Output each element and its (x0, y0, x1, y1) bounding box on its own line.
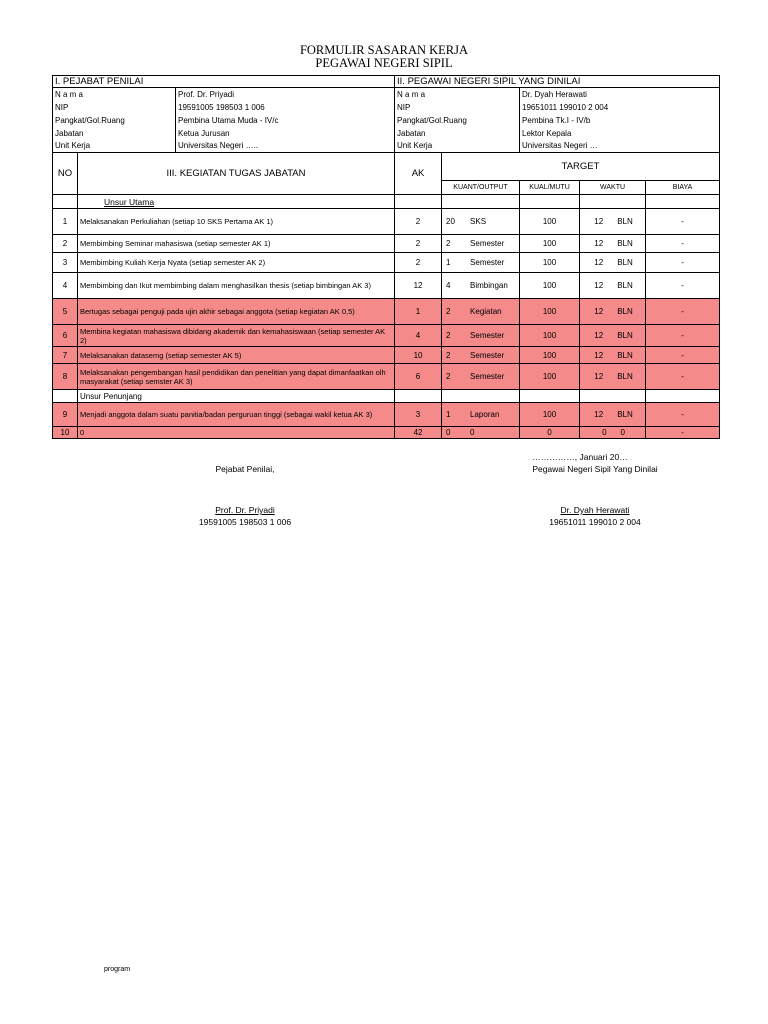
row-kegiatan: Membimbing Kuliah Kerja Nyata (setiap semester AK 2) (78, 253, 395, 273)
left-role: Pejabat Penilai, (215, 464, 275, 474)
activity-row (53, 253, 720, 273)
row-waktu-unit: BLN (617, 331, 633, 340)
row-biaya: - (646, 403, 720, 427)
identity-row (53, 101, 720, 114)
row-waktu-unit: BLN (617, 350, 633, 360)
row-kuant-number: 1 (446, 258, 451, 267)
row-biaya: - (646, 235, 720, 253)
dinilai-value: Lektor Kepala (520, 127, 720, 140)
row-waktu (580, 347, 646, 364)
row-kegiatan: Menjadi anggota dalam suatu panitia/badan perguruan tinggi (sebagai wakil ketua AK 3) (78, 403, 395, 427)
row-ak: 6 (395, 364, 442, 390)
row-ak: 2 (395, 209, 442, 235)
row-ak: 1 (395, 299, 442, 325)
row-waktu-unit: BLN (617, 410, 633, 419)
right-signer-name: Dr. Dyah Herawati (560, 505, 630, 515)
row-kuant-unit: Semester (470, 239, 505, 248)
row-kuant-number: 20 (446, 217, 455, 226)
activity-row (53, 235, 720, 253)
penilai-value: Pembina Utama Muda - IV/c (176, 114, 395, 127)
row-kuant (442, 325, 520, 347)
dinilai-label: Unit Kerja (395, 140, 520, 153)
row-waktu (580, 253, 646, 273)
unsur-utama-rows (53, 209, 720, 390)
row-waktu-unit: BLN (617, 307, 633, 316)
row-kual: 100 (520, 325, 580, 347)
row-waktu (580, 299, 646, 325)
row-biaya: - (646, 427, 720, 439)
row-kegiatan: Membimbing dan Ikut membimbing dalam menghasilkan thesis (setiap bimbingan AK 3) (78, 273, 395, 299)
row-kuant-number: 2 (446, 350, 451, 360)
row-kuant (442, 403, 520, 427)
row-kuant-number: 2 (446, 307, 451, 316)
penilai-label: Unit Kerja (53, 140, 176, 153)
row-waktu (580, 403, 646, 427)
row-kuant (442, 235, 520, 253)
row-kegiatan: Melaksanakan datasemg (setiap semester AK 5) (78, 347, 395, 364)
row-waktu-unit: BLN (617, 239, 633, 248)
signature-date: ……………, Januari 20… (532, 452, 628, 462)
row-waktu-unit: BLN (617, 281, 633, 290)
row-waktu-number: 12 (594, 372, 604, 381)
row-waktu (580, 364, 646, 390)
sasaran-kerja-table (52, 75, 720, 439)
row-ak: 4 (395, 325, 442, 347)
row-waktu (580, 209, 646, 235)
col-target-header: TARGET (442, 153, 720, 181)
row-kual: 100 (520, 403, 580, 427)
section2-heading: II. PEGAWAI NEGERI SIPIL YANG DINILAI (395, 76, 720, 88)
row-kuant (442, 253, 520, 273)
row-waktu-number: 12 (594, 217, 604, 226)
dinilai-label: N a m a (395, 88, 520, 101)
row-kuant (442, 427, 520, 439)
row-kual: 100 (520, 273, 580, 299)
unsur-penunjang-section (53, 390, 720, 403)
col-kegiatan-header: III. KEGIATAN TUGAS JABATAN (78, 153, 395, 195)
row-waktu-number: 12 (594, 281, 604, 290)
form-title (0, 44, 768, 70)
bottom-note: program (104, 966, 131, 973)
row-waktu (580, 235, 646, 253)
unsur-utama-label: Unsur Utama (78, 195, 395, 209)
activity-row (53, 403, 720, 427)
activity-row (53, 364, 720, 390)
col-kuant-header: KUANT/OUTPUT (442, 181, 520, 195)
row-kuant-unit: Semester (470, 331, 505, 340)
identity-section (53, 76, 720, 153)
row-ak: 42 (395, 427, 442, 439)
row-no: 6 (53, 325, 78, 347)
penilai-label: Jabatan (53, 127, 176, 140)
row-waktu-number: 0 (602, 428, 607, 437)
row-kuant-number: 2 (446, 372, 451, 381)
row-kuant (442, 209, 520, 235)
row-ak: 10 (395, 347, 442, 364)
right-signer-nip: 19651011 199010 2 004 (549, 517, 641, 527)
row-waktu (580, 325, 646, 347)
row-waktu (580, 273, 646, 299)
col-biaya-header: BIAYA (646, 181, 720, 195)
row-waktu-number: 12 (594, 307, 604, 316)
section1-heading: I. PEJABAT PENILAI (53, 76, 395, 88)
row-biaya: - (646, 364, 720, 390)
row-no: 5 (53, 299, 78, 325)
left-signer-nip: 19591005 198503 1 006 (198, 517, 292, 527)
row-biaya: - (646, 209, 720, 235)
row-ak: 2 (395, 235, 442, 253)
penilai-label: N a m a (53, 88, 176, 101)
title-line-2: PEGAWAI NEGERI SIPIL (315, 56, 453, 70)
row-no: 2 (53, 235, 78, 253)
unsur-penunjang-rows (53, 403, 720, 439)
penilai-label: NIP (53, 101, 176, 114)
col-waktu-header: WAKTU (580, 181, 646, 195)
row-no: 7 (53, 347, 78, 364)
row-no: 8 (53, 364, 78, 390)
right-role: Pegawai Negeri Sipil Yang Dinilai (532, 464, 658, 474)
row-biaya: - (646, 347, 720, 364)
row-ak: 2 (395, 253, 442, 273)
row-waktu-number: 12 (594, 239, 604, 248)
unsur-penunjang-label: Unsur Penunjang (78, 390, 395, 403)
row-kegiatan: Bertugas sebagai penguji pada ujin akhir sebagai anggota (setiap kegiatan AK 0,5) (78, 299, 395, 325)
activity-row (53, 299, 720, 325)
identity-row (53, 127, 720, 140)
title-line-1: FORMULIR SASARAN KERJA (299, 43, 469, 57)
dinilai-label: Jabatan (395, 127, 520, 140)
row-kuant-number: 2 (446, 331, 451, 340)
row-kual: 100 (520, 235, 580, 253)
identity-row (53, 140, 720, 153)
row-waktu (580, 427, 646, 439)
row-kual: 100 (520, 347, 580, 364)
row-kuant (442, 273, 520, 299)
row-kuant-unit: Semester (470, 350, 505, 360)
row-kuant (442, 299, 520, 325)
row-waktu-number: 12 (594, 410, 604, 419)
row-waktu-unit: 0 (620, 428, 625, 437)
row-kegiatan: Membina kegiatan mahasiswa dibidang akademik dan kemahasiswaan (setiap semester AK 2) (78, 325, 395, 347)
row-waktu-number: 12 (594, 350, 604, 360)
penilai-label: Pangkat/Gol.Ruang (53, 114, 176, 127)
dinilai-label: Pangkat/Gol.Ruang (395, 114, 520, 127)
row-biaya: - (646, 253, 720, 273)
row-kual: 100 (520, 209, 580, 235)
col-ak-header: AK (395, 153, 442, 195)
penilai-value: Ketua Jurusan (176, 127, 395, 140)
row-kual: 100 (520, 299, 580, 325)
row-kuant-unit: Bimbingan (470, 281, 508, 290)
dinilai-value: Universitas Negeri … (520, 140, 720, 153)
activity-row (53, 347, 720, 364)
row-biaya: - (646, 299, 720, 325)
row-kegiatan: Melaksanakan pengembangan hasil pendidikan dan penelitian yang dapat dimanfaatkan olh masyarakat (setiap semster AK 3) (78, 364, 395, 390)
activities-section (53, 153, 720, 209)
dinilai-value: Pembina Tk.I - IV/b (520, 114, 720, 127)
row-kegiatan: Membimbing Seminar mahasiswa (setiap semester AK 1) (78, 235, 395, 253)
row-kuant-unit: SKS (470, 217, 487, 226)
row-kuant-number: 2 (446, 239, 451, 248)
activity-row (53, 325, 720, 347)
row-no: 10 (53, 427, 78, 439)
row-kuant (442, 364, 520, 390)
penilai-value: 19591005 198503 1 006 (176, 101, 395, 114)
row-waktu-unit: BLN (617, 258, 633, 267)
row-waktu-number: 12 (594, 331, 604, 340)
row-no: 9 (53, 403, 78, 427)
col-kual-header: KUAL/MUTU (520, 181, 580, 195)
row-kegiatan: 0 (78, 427, 395, 439)
row-kuant (442, 347, 520, 364)
row-no: 1 (53, 209, 78, 235)
row-kuant-number: 0 (446, 428, 451, 437)
penilai-value: Universitas Negeri ….. (176, 140, 395, 153)
row-waktu-unit: BLN (617, 372, 633, 381)
activity-row (53, 273, 720, 299)
activity-row (53, 209, 720, 235)
row-no: 3 (53, 253, 78, 273)
row-kegiatan: Melaksanakan Perkuliahan (setiap 10 SKS Pertama AK 1) (78, 209, 395, 235)
left-signer-name: Prof. Dr. Priyadi (215, 505, 275, 515)
row-kual: 0 (520, 427, 580, 439)
row-kuant-number: 4 (446, 281, 451, 290)
row-waktu-unit: BLN (617, 217, 633, 226)
row-kual: 100 (520, 253, 580, 273)
dinilai-value: Dr. Dyah Herawati (520, 88, 720, 101)
row-no: 4 (53, 273, 78, 299)
dinilai-label: NIP (395, 101, 520, 114)
identity-row (53, 88, 720, 101)
row-ak: 3 (395, 403, 442, 427)
row-kuant-unit: Semester (470, 258, 505, 267)
activity-row (53, 427, 720, 439)
row-kuant-unit: Kegiatan (470, 307, 502, 316)
col-no-header: NO (53, 153, 78, 195)
row-biaya: - (646, 273, 720, 299)
row-kual: 100 (520, 364, 580, 390)
penilai-value: Prof. Dr. Priyadi (176, 88, 395, 101)
dinilai-value: 19651011 199010 2 004 (520, 101, 720, 114)
row-kuant-unit: Laporan (470, 410, 500, 419)
row-kuant-unit: Semester (470, 372, 505, 381)
row-biaya: - (646, 325, 720, 347)
identity-row (53, 114, 720, 127)
row-kuant-unit: 0 (470, 428, 475, 437)
row-kuant-number: 1 (446, 410, 451, 419)
row-ak: 12 (395, 273, 442, 299)
row-waktu-number: 12 (594, 258, 604, 267)
